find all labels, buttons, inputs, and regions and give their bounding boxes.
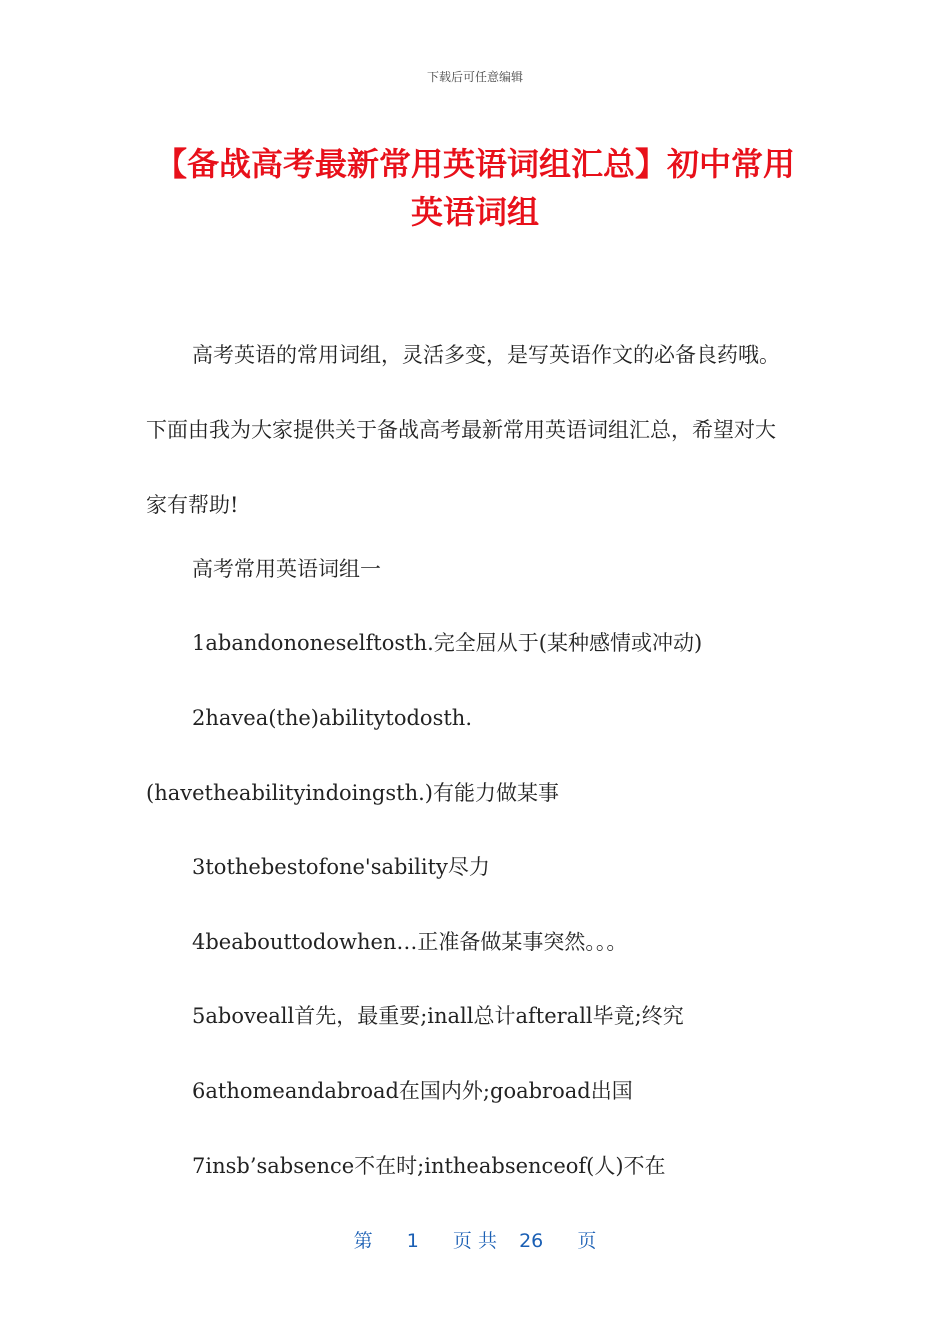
footer-page-number: 1 [406, 1230, 419, 1252]
phrase-item-2: 2havea(the)abilitytodosth. [192, 706, 472, 730]
intro-paragraph: 高考英语的常用词组，灵活多变，是写英语作文的必备良药哦。下面由我为大家提供关于备战高考最新常用英语词组汇总，希望对大家有帮助! [146, 343, 780, 517]
phrase-item-1: 1abandononeselftosth.完全屈从于(某种感情或冲动) [192, 631, 703, 655]
phrase-item-5: 5aboveall首先，最重要;inall总计afterall毕竟;终究 [192, 1004, 684, 1028]
footer-middle: 页 共 [452, 1230, 497, 1252]
section-heading: 高考常用英语词组一 [192, 557, 381, 581]
page-footer [0, 1226, 950, 1253]
footer-suffix: 页 [577, 1230, 597, 1252]
phrase-item-6: 6athomeandabroad在国内外;goabroad出国 [192, 1079, 633, 1103]
phrase-item-2-continued: (havetheabilityindoingsth.)有能力做某事 [146, 781, 559, 805]
phrase-item-4: 4beabouttodowhen…正准备做某事突然。。。 [192, 930, 628, 954]
footer-total-pages: 26 [519, 1230, 544, 1252]
header-note: 下载后可任意编辑 [426, 70, 523, 84]
footer-prefix: 第 [353, 1230, 373, 1252]
page-title: 【备战高考最新常用英语词组汇总】初中常用英语词组 [154, 145, 795, 231]
phrase-item-7: 7insb’sabsence不在时;intheabsenceof(人)不在 [192, 1154, 666, 1178]
phrase-item-3: 3tothebestofone'sability尽力 [192, 855, 490, 879]
